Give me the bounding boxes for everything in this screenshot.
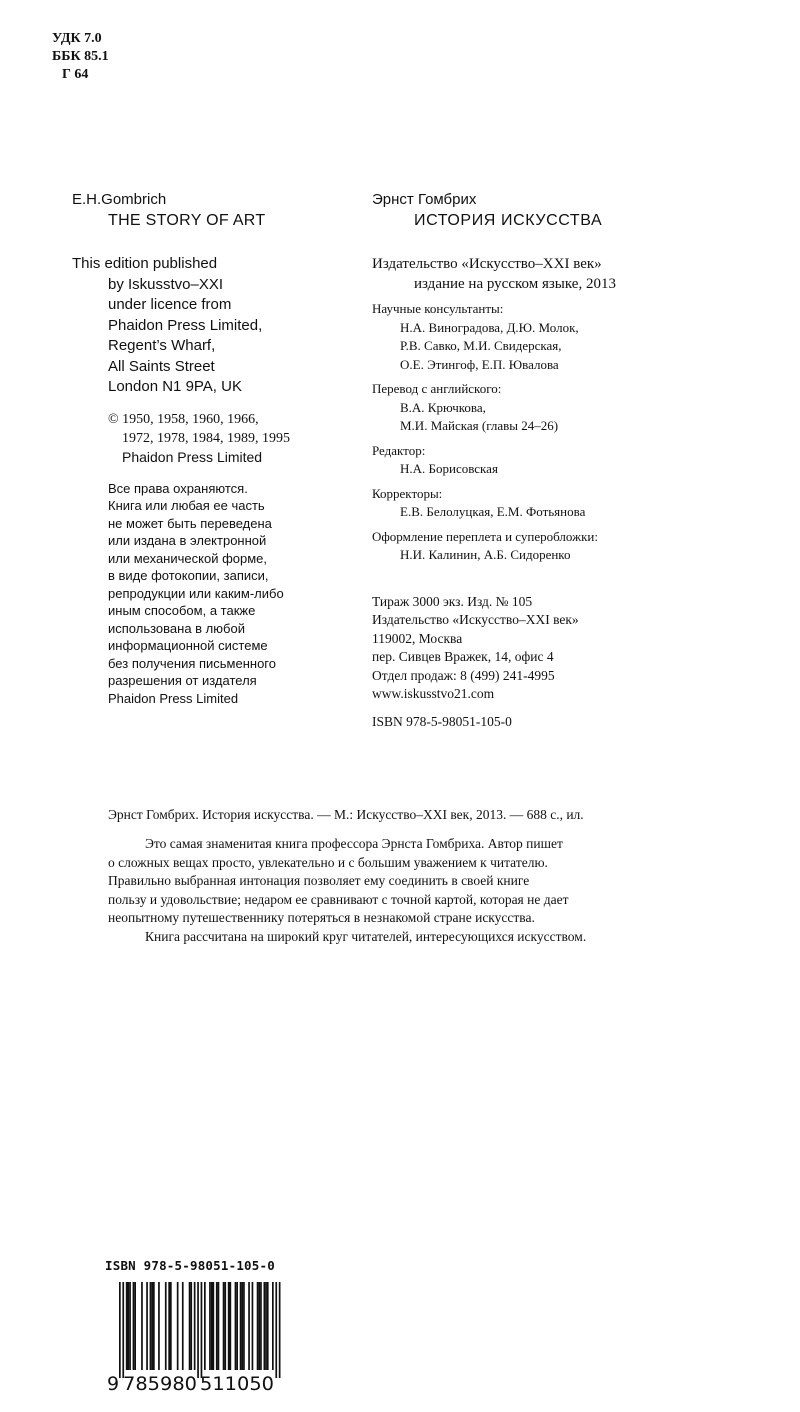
credit-role: Редактор: [372, 442, 426, 458]
credit-role: Перевод с английского: [372, 381, 502, 396]
annotation-line: Правильно выбранная интонация позволяет ему соединить в своей книге [108, 873, 530, 888]
barcode-bar [150, 1282, 152, 1370]
barcode-bar [228, 1282, 230, 1370]
barcode-guard-bar [122, 1282, 124, 1378]
barcode-first-digit: 9 [107, 1373, 120, 1394]
annotation-line: неопытному путешественнику потеряться в незнакомой стране искусства. [108, 910, 535, 925]
barcode-left-digits: 785980 [123, 1373, 197, 1394]
barcode-bar [240, 1282, 242, 1370]
barcode-bar [258, 1282, 260, 1370]
edition-year-line: издание на русском языке, 2013 [414, 276, 616, 292]
edition-line: London N1 9PA, UK [108, 378, 242, 395]
barcode-bar [257, 1282, 259, 1370]
credit-editor [372, 442, 772, 479]
barcode-bars [119, 1282, 281, 1378]
copyright-line: 1972, 1978, 1984, 1989, 1995 [122, 430, 290, 446]
barcode-bar [267, 1282, 269, 1370]
publisher-line: Издательство «Искусство–XXI век» [372, 256, 602, 272]
barcode-bar [223, 1282, 225, 1370]
ean13-barcode [104, 1278, 294, 1394]
rights-line: репродукции или каким-либо [108, 585, 284, 601]
barcode-guard-bar [279, 1282, 281, 1378]
barcode-bar [216, 1282, 218, 1370]
rights-line: не может быть переведена [108, 515, 272, 531]
russian-title: ИСТОРИЯ ИСКУССТВА [414, 212, 603, 229]
barcode-bar [177, 1282, 179, 1370]
rights-line: или механической форме, [108, 550, 268, 566]
barcode-bar [213, 1282, 215, 1370]
credit-name: О.Е. Этингоф, Е.П. Ювалова [400, 356, 559, 372]
annotation-line: Это самая знаменитая книга профессора Эрнста Гомбриха. Автор пишет [145, 836, 563, 851]
barcode-bar [190, 1282, 192, 1370]
bbk-code: ББК 85.1 [52, 49, 109, 64]
credit-translation [372, 380, 772, 436]
rights-line: разрешения от издателя [108, 673, 257, 688]
rights-line: Phaidon Press Limited [108, 690, 239, 706]
credit-name: Р.В. Савко, М.И. Свидерская, [400, 338, 562, 353]
barcode-bar [165, 1282, 167, 1370]
barcode-right-digits: 511050 [200, 1373, 274, 1394]
barcode-bar [248, 1282, 250, 1370]
barcode-bar [272, 1282, 274, 1370]
barcode-bar [265, 1282, 267, 1370]
barcode-bar [170, 1282, 172, 1370]
annotation-paragraph: Книга рассчитана на широкий круг читателей, интересующихся искусством. [145, 928, 587, 944]
annotation-paragraph [108, 835, 728, 928]
edition-line: This edition published [72, 255, 218, 272]
credit-name: Е.В. Белолуцкая, Е.М. Фотьянова [400, 504, 586, 519]
barcode-bar [133, 1282, 135, 1370]
credit-design [372, 528, 772, 565]
credit-name: Н.А. Виноградова, Д.Ю. Молок, [400, 319, 579, 335]
credit-proofreaders [372, 485, 772, 522]
rights-line: в виде фотокопии, записи, [108, 568, 269, 583]
barcode-bar [153, 1282, 155, 1370]
barcode-bar [126, 1282, 128, 1370]
barcode-bar [151, 1282, 153, 1370]
barcode-bar [134, 1282, 136, 1370]
copyright-line: © 1950, 1958, 1960, 1966, [108, 411, 259, 427]
barcode-guard-bar [197, 1282, 199, 1378]
annotation [108, 835, 728, 946]
barcode-bar [146, 1282, 148, 1370]
russian-author: Эрнст Гомбрих [372, 191, 477, 208]
publisher-block [372, 254, 772, 294]
imprint-line: пер. Сивцев Вражек, 14, офис 4 [372, 649, 554, 664]
barcode-bar [168, 1282, 170, 1370]
edition-line: Phaidon Press Limited, [108, 316, 263, 334]
barcode-isbn-label: ISBN 978-5-98051-105-0 [105, 1258, 275, 1273]
rights-line: Книга или любая ее часть [108, 498, 265, 513]
russian-edition-column [372, 190, 772, 730]
barcode-bar [158, 1282, 160, 1370]
udk-code: УДК 7.0 [52, 31, 102, 46]
barcode-bar [209, 1282, 211, 1370]
barcode-bar [260, 1282, 262, 1370]
imprint-line: Тираж 3000 экз. Изд. № 105 [372, 593, 533, 609]
credit-name: В.А. Крючкова, [400, 399, 486, 415]
copyright-line: Phaidon Press Limited [122, 448, 263, 465]
rights-line: использована в любой [108, 620, 245, 636]
edition-line: by Iskusstvo–XXI [108, 275, 224, 293]
imprint-block [372, 593, 772, 704]
barcode-bar [194, 1282, 196, 1370]
barcode-bar [141, 1282, 143, 1370]
barcode-guard-bar [201, 1282, 203, 1378]
credit-name: М.И. Майская (главы 24–26) [400, 418, 559, 433]
isbn-text: ISBN 978-5-98051-105-0 [372, 713, 512, 729]
credit-role: Научные консультанты: [372, 301, 504, 316]
barcode-guard-bar [119, 1282, 121, 1378]
edition-notice [72, 254, 352, 398]
imprint-line: 119002, Москва [372, 630, 463, 646]
rights-line: иным способом, а также [108, 603, 256, 618]
credit-name: Н.И. Калинин, А.Б. Сидоренко [400, 547, 571, 562]
imprint-line: Отдел продаж: 8 (499) 241-4995 [372, 667, 555, 683]
bibliographic-record: Эрнст Гомбрих. История искусства. — М.: Искусство–XXI век, 2013. — 688 с., ил. [108, 807, 584, 822]
edition-line: All Saints Street [108, 357, 215, 375]
barcode-bar [224, 1282, 226, 1370]
barcode-bar [264, 1282, 266, 1370]
rights-line: или издана в электронной [108, 533, 267, 548]
barcode-bar [128, 1282, 130, 1370]
barcode-bar [189, 1282, 191, 1370]
barcode-bar [182, 1282, 184, 1370]
website-link[interactable]: www.iskusstvo21.com [372, 686, 495, 701]
annotation-line: о сложных вещах просто, увлекательно и с большим уважением к читателю. [108, 854, 548, 870]
barcode-bar [235, 1282, 237, 1370]
barcode-bar [211, 1282, 213, 1370]
barcode-bar [218, 1282, 220, 1370]
edition-line: under licence from [108, 296, 232, 313]
original-title: THE STORY OF ART [108, 212, 266, 229]
barcode-bar [204, 1282, 206, 1370]
original-edition-column [72, 190, 352, 707]
barcode-graphic [104, 1278, 294, 1394]
barcode-bar [129, 1282, 131, 1370]
credit-role: Корректоры: [372, 485, 443, 501]
rights-line: Все права охраняются. [108, 480, 248, 496]
rights-notice [72, 480, 352, 708]
credit-role: Оформление переплета и суперобложки: [372, 528, 598, 544]
barcode-bar [243, 1282, 245, 1370]
barcode-bar [230, 1282, 232, 1370]
barcode-bar [241, 1282, 243, 1370]
credit-consultants [372, 300, 772, 374]
annotation-line: пользу и удовольствие; недаром ее сравнивают с точной картой, которая не дает [108, 891, 569, 907]
copyright-notice [72, 410, 352, 467]
edition-line: Regent’s Wharf, [108, 337, 216, 354]
barcode-guard-bar [275, 1282, 277, 1378]
imprint-line: Издательство «Искусство–XXI век» [372, 612, 579, 627]
credit-name: Н.А. Борисовская [400, 461, 498, 476]
rights-line: без получения письменного [108, 655, 276, 671]
classification-block [52, 30, 109, 84]
barcode-bar [236, 1282, 238, 1370]
barcode-bar [252, 1282, 254, 1370]
author-mark: Г 64 [62, 67, 89, 82]
credits-block [372, 300, 772, 565]
original-author: E.H.Gombrich [72, 191, 167, 208]
rights-line: информационной системе [108, 638, 268, 653]
